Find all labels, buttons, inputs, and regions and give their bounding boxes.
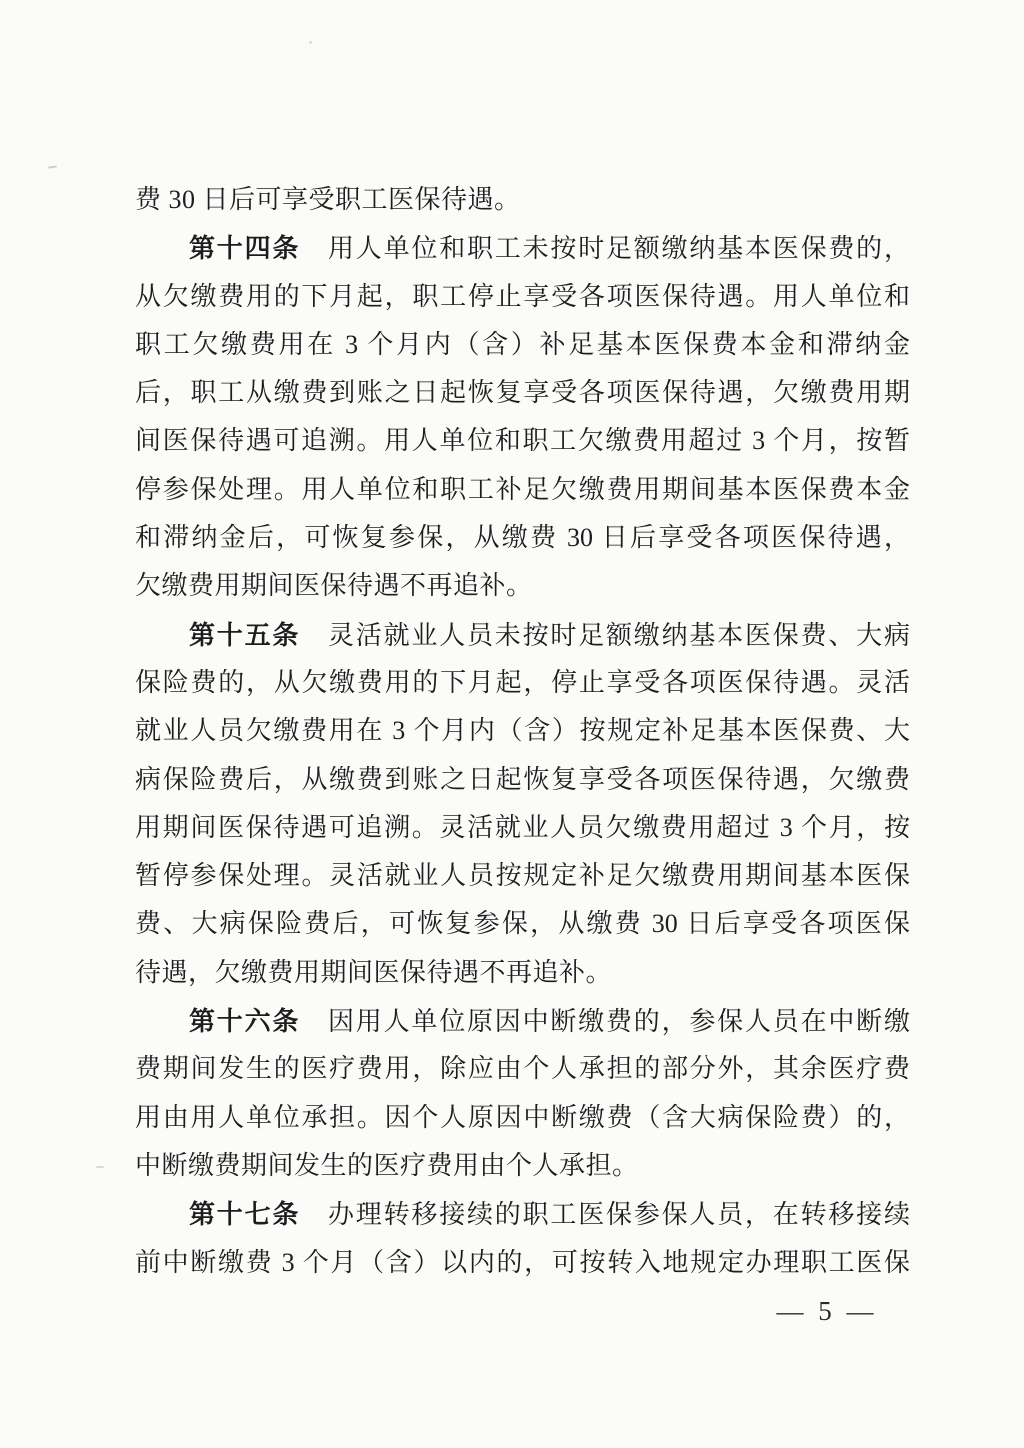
article-heading: 第十五条 xyxy=(189,619,301,650)
scan-speck xyxy=(48,165,57,168)
scan-speck xyxy=(309,41,312,44)
text-line: 就业人员欠缴费用在 3 个月内（含）按规定补足基本医保费、大 xyxy=(135,716,910,746)
article-heading: 第十四条 xyxy=(189,233,301,264)
text-line: 第十七条 办理转移接续的职工医保参保人员，在转移接续 xyxy=(189,1199,910,1230)
text-line: 中断缴费期间发生的医疗费用由个人承担。 xyxy=(135,1150,639,1180)
text-line: 第十五条 灵活就业人员未按时足额缴纳基本医保费、大病 xyxy=(189,619,910,650)
text-line: 前中断缴费 3 个月（含）以内的，可按转入地规定办理职工医保 xyxy=(135,1247,910,1277)
text-line: 第十四条 用人单位和职工未按时足额缴纳基本医保费的， xyxy=(189,233,910,264)
article-heading: 第十七条 xyxy=(189,1199,301,1230)
text-line: 间医保待遇可追溯。用人单位和职工欠缴费用超过 3 个月，按暂 xyxy=(135,426,910,456)
text-line: 职工欠缴费用在 3 个月内（含）补足基本医保费本金和滞纳金 xyxy=(135,329,910,359)
text-line: 第十六条 因用人单位原因中断缴费的，参保人员在中断缴 xyxy=(189,1006,910,1037)
text-line: 保险费的，从欠缴费用的下月起，停止享受各项医保待遇。灵活 xyxy=(135,667,910,697)
text-line: 病保险费后，从缴费到账之日起恢复享受各项医保待遇，欠缴费 xyxy=(135,764,910,794)
text-line: 费 30 日后可享受职工医保待遇。 xyxy=(135,185,521,214)
text-line: 用期间医保待遇可追溯。灵活就业人员欠缴费用超过 3 个月，按 xyxy=(135,812,910,842)
page-number: — 5 — xyxy=(776,1296,878,1326)
text-line: 欠缴费用期间医保待遇不再追补。 xyxy=(135,571,533,601)
text-line: 待遇，欠缴费用期间医保待遇不再追补。 xyxy=(135,957,613,987)
text-line: 费、大病保险费后，可恢复参保，从缴费 30 日后享受各项医保 xyxy=(135,909,910,939)
text-line: 后，职工从缴费到账之日起恢复享受各项医保待遇，欠缴费用期 xyxy=(135,378,910,408)
text-line: 用由用人单位承担。因个人原因中断缴费（含大病保险费）的， xyxy=(135,1102,910,1132)
text-line: 和滞纳金后，可恢复参保，从缴费 30 日后享受各项医保待遇， xyxy=(135,523,910,553)
text-line: 从欠缴费用的下月起，职工停止享受各项医保待遇。用人单位和 xyxy=(135,281,910,311)
scan-speck xyxy=(96,1166,104,1168)
text-block xyxy=(135,176,910,1287)
article-heading: 第十六条 xyxy=(189,1006,301,1037)
text-line: 暂停参保处理。灵活就业人员按规定补足欠缴费用期间基本医保 xyxy=(135,861,910,891)
text-line: 费期间发生的医疗费用，除应由个人承担的部分外，其余医疗费 xyxy=(135,1054,910,1084)
text-line: 停参保处理。用人单位和职工补足欠缴费用期间基本医保费本金 xyxy=(135,474,910,504)
